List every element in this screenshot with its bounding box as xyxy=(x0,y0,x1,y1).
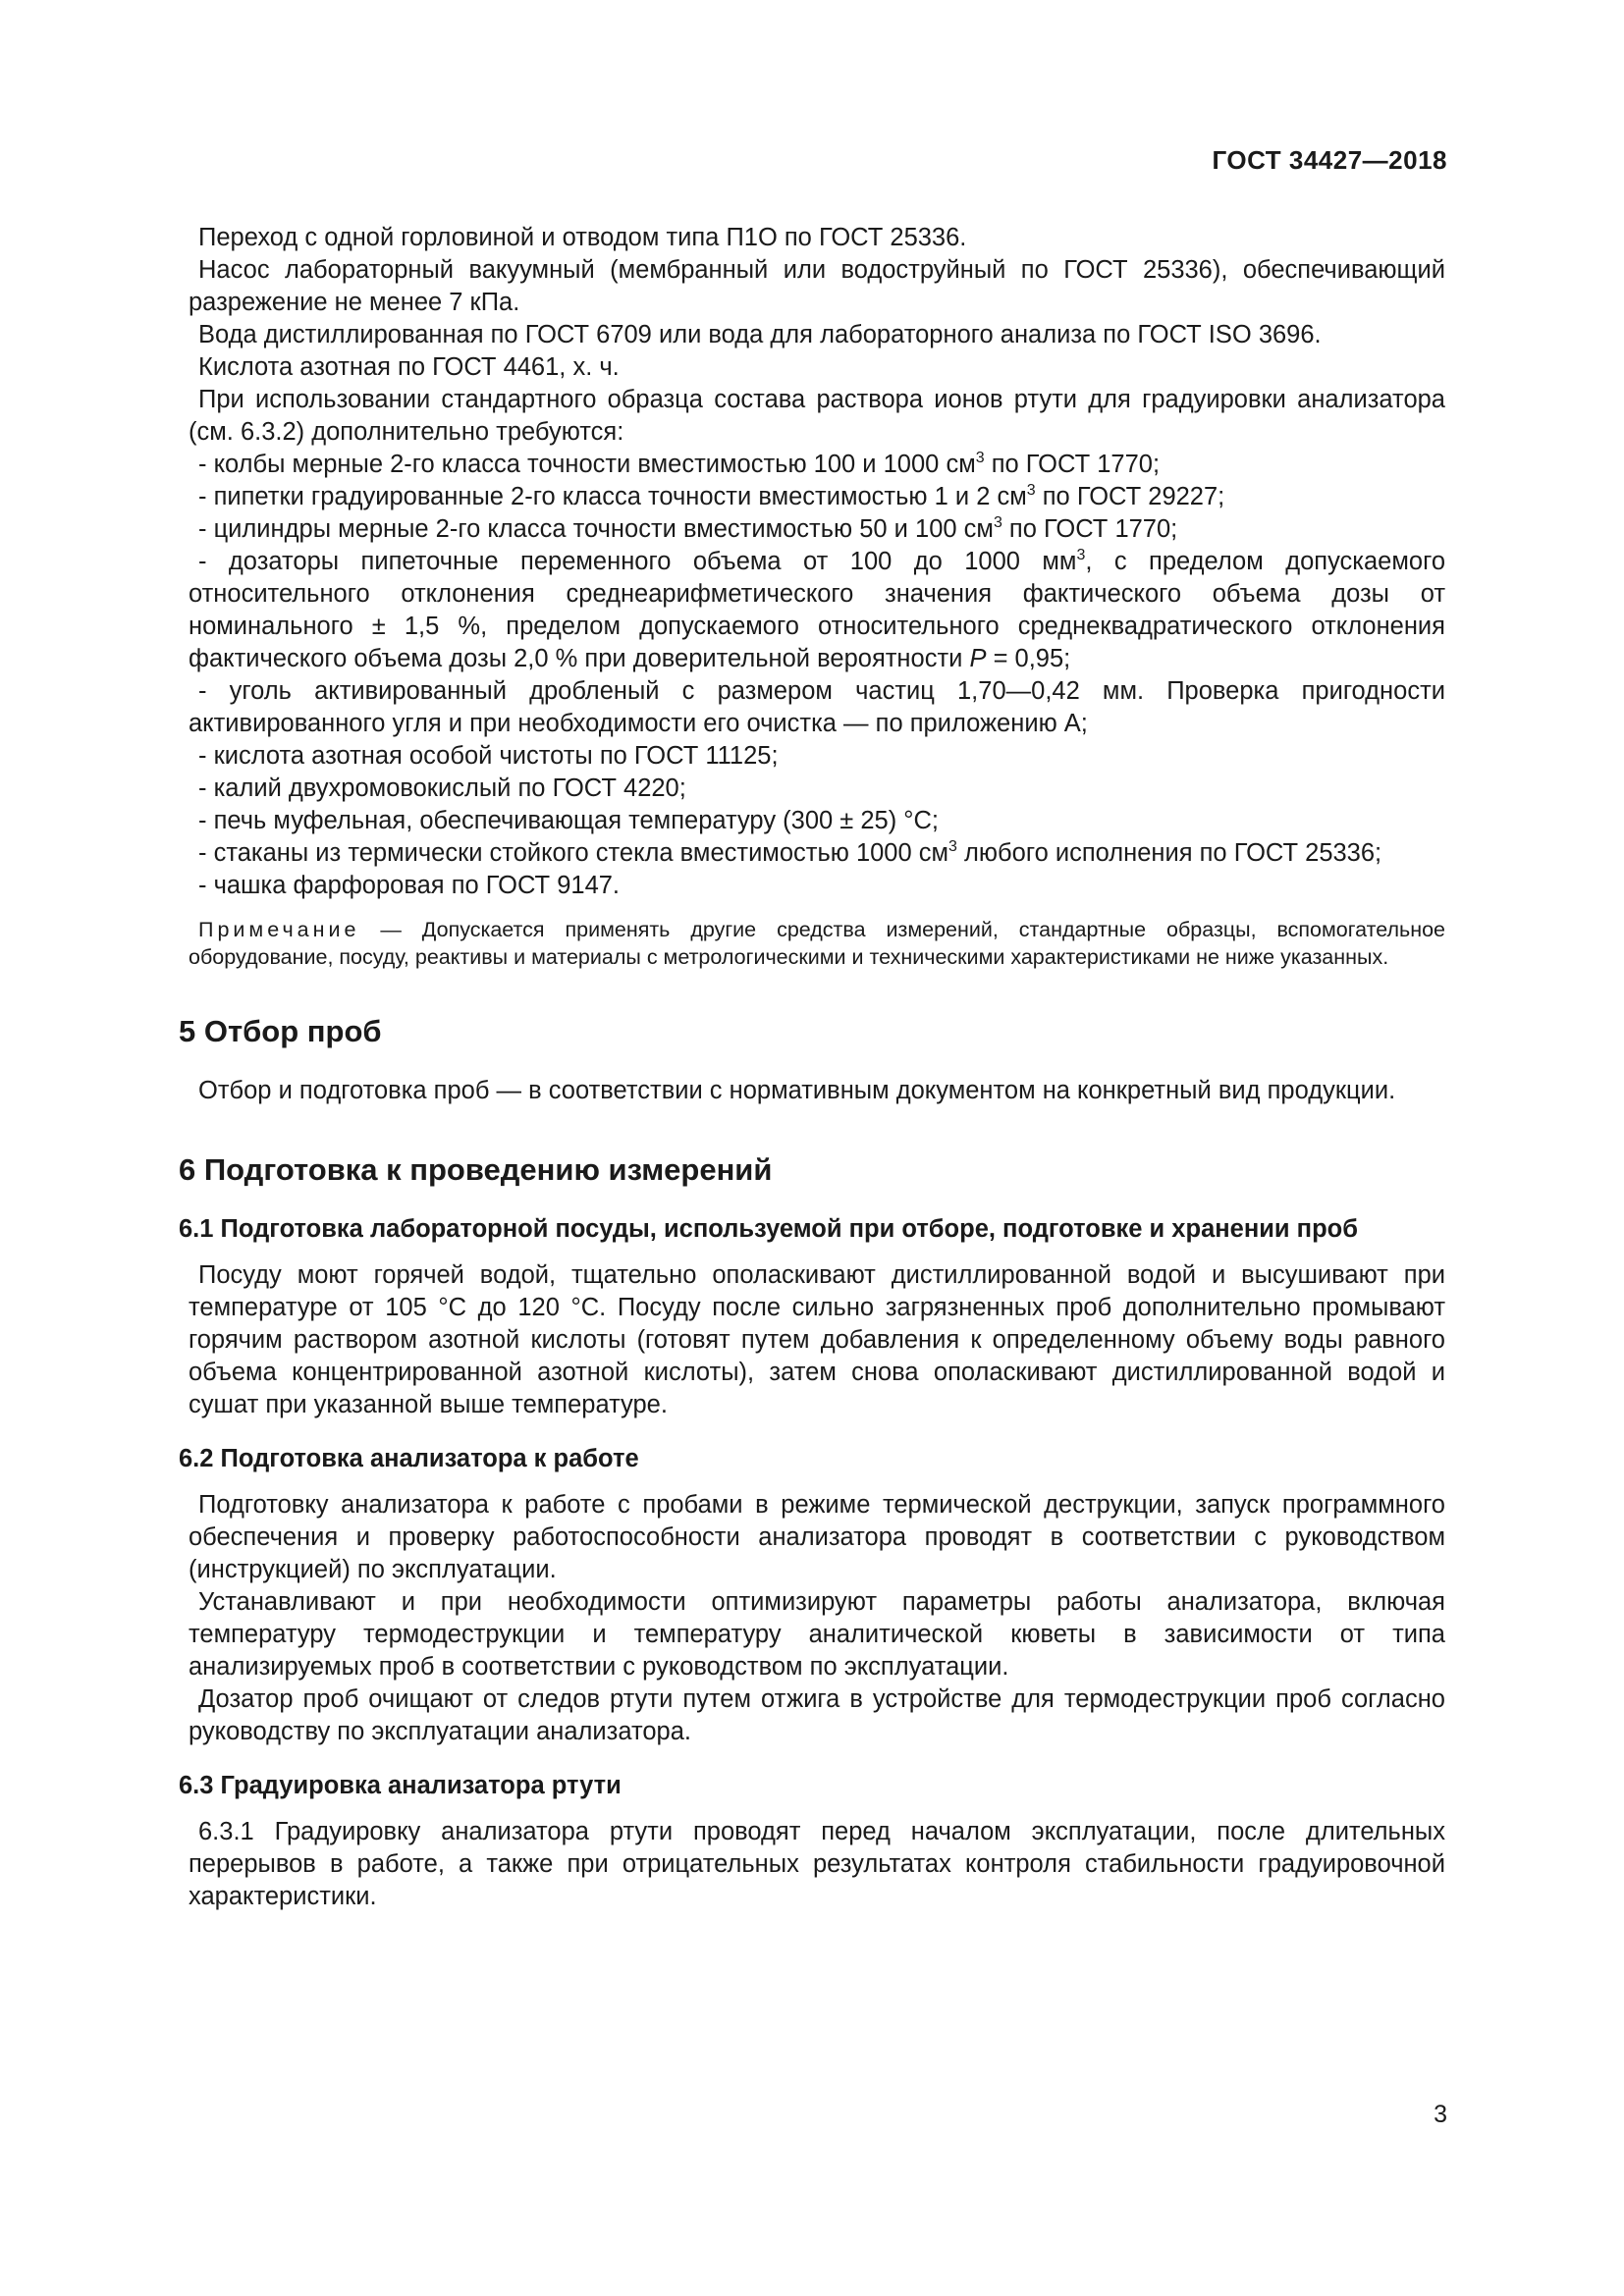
paragraph: Насос лабораторный вакуумный (мембранный или водоструйный по ГОСТ 25336), обеспечивающий разрежение не менее 7 кПа. xyxy=(189,256,1445,316)
list-item: - калий двухромовокислый по ГОСТ 4220; xyxy=(198,774,686,802)
paragraph: Кислота азотная по ГОСТ 4461, х. ч. xyxy=(198,353,620,381)
document-header: ГОСТ 34427—2018 xyxy=(1212,145,1447,175)
paragraph: Вода дистиллированная по ГОСТ 6709 или вода для лабораторного анализа по ГОСТ ISO 3696. xyxy=(198,321,1322,348)
paragraph: 6.3.1 Градуировку анализатора ртути проводят перед началом эксплуатации, после длительных перерывов в работе, а также при отрицательных результатах контроля стабильности градуировочной характеристики. xyxy=(189,1818,1445,1910)
subsection-6-3-title: 6.3 Градуировка анализатора ртути xyxy=(179,1772,622,1799)
paragraph: Подготовку анализатора к работе с пробами в режиме термической деструкции, запуск программного обеспечения и проверку работоспособности анализатора проводят в соответствии с руководством (инструкцией) по эксплуатации. xyxy=(189,1491,1445,1583)
list-item: - пипетки градуированные 2-го класса точности вместимостью 1 и 2 $см^3$ по ГОСТ 29227; xyxy=(198,482,1225,510)
paragraph: Устанавливают и при необходимости оптимизируют параметры работы анализатора, включая температуру термодеструкции и температуру аналитической кюветы в зависимости от типа анализируемых проб в соответствии с руководством по эксплуатации. xyxy=(189,1588,1445,1681)
paragraph: При использовании стандартного образца состава раствора ионов ртути для градуировки анализатора (см. 6.3.2) дополнительно требуются: xyxy=(189,386,1445,446)
paragraph: Дозатор проб очищают от следов ртути путем отжига в устройстве для термодеструкции проб согласно руководству по эксплуатации анализатора. xyxy=(189,1685,1445,1745)
list-item: - кислота азотная особой чистоты по ГОСТ 11125; xyxy=(198,742,779,770)
list-item: - чашка фарфоровая по ГОСТ 9147. xyxy=(198,872,621,899)
subsection-6-1-title: 6.1 Подготовка лабораторной посуды, используемой при отборе, подготовке и хранении проб xyxy=(179,1215,1358,1243)
list-item: - дозаторы пипеточные переменного объема от 100 до 1000 $мм^3$, с пределом допускаемого относительного отклонения среднеарифметического значения фактического объема дозы от номинального ± 1,5 %, пределом допускаемого относительного среднеквадратического отклонения фактического объема дозы 2,0 % при доверительной вероятности P = 0,95; xyxy=(189,547,1445,672)
section-5-title: 5 Отбор проб xyxy=(179,1014,382,1048)
note-label: Примечание xyxy=(198,918,360,941)
list-item: - уголь активированный дробленый с размером частиц 1,70—0,42 мм. Проверка пригодности активированного угля и при необходимости его очистка — по приложению А; xyxy=(189,677,1445,737)
paragraph: Отбор и подготовка проб — в соответствии с нормативным документом на конкретный вид продукции. xyxy=(198,1077,1396,1104)
paragraph: Посуду моют горячей водой, тщательно ополаскивают дистиллированной водой и высушивают при температуре от 105 °С до 120 °С. Посуду после сильно загрязненных проб дополнительно промывают горячим раствором азотной кислоты (готовят путем добавления к определенному объему воды равного объема концентрированной азотной кислоты), затем снова ополаскивают дистиллированной водой и сушат при указанной выше температуре. xyxy=(189,1261,1445,1418)
list-item: - колбы мерные 2-го класса точности вместимостью 100 и 1000 $см^3$ по ГОСТ 1770; xyxy=(198,450,1161,478)
page-number: 3 xyxy=(1434,2101,1447,2128)
note: Примечание — Допускается применять другие средства измерений, стандартные образцы, вспомогательное оборудование, посуду, реактивы и материалы с метрологическими и техническими характеристиками не ниже указанных. xyxy=(189,918,1445,969)
page-body xyxy=(179,222,1445,1913)
paragraph: Переход с одной горловиной и отводом типа П1О по ГОСТ 25336. xyxy=(198,224,967,251)
list-item: - стаканы из термически стойкого стекла вместимостью 1000 $см^3$ любого исполнения по ГОСТ 25336; xyxy=(198,838,1382,867)
section-6-title: 6 Подготовка к проведению измерений xyxy=(179,1152,773,1187)
list-item: - печь муфельная, обеспечивающая температуру (300 ± 25) °С; xyxy=(198,807,940,834)
list-item: - цилиндры мерные 2-го класса точности вместимостью 50 и 100 $см^3$ по ГОСТ 1770; xyxy=(198,514,1178,543)
subsection-6-2-title: 6.2 Подготовка анализатора к работе xyxy=(179,1445,639,1472)
